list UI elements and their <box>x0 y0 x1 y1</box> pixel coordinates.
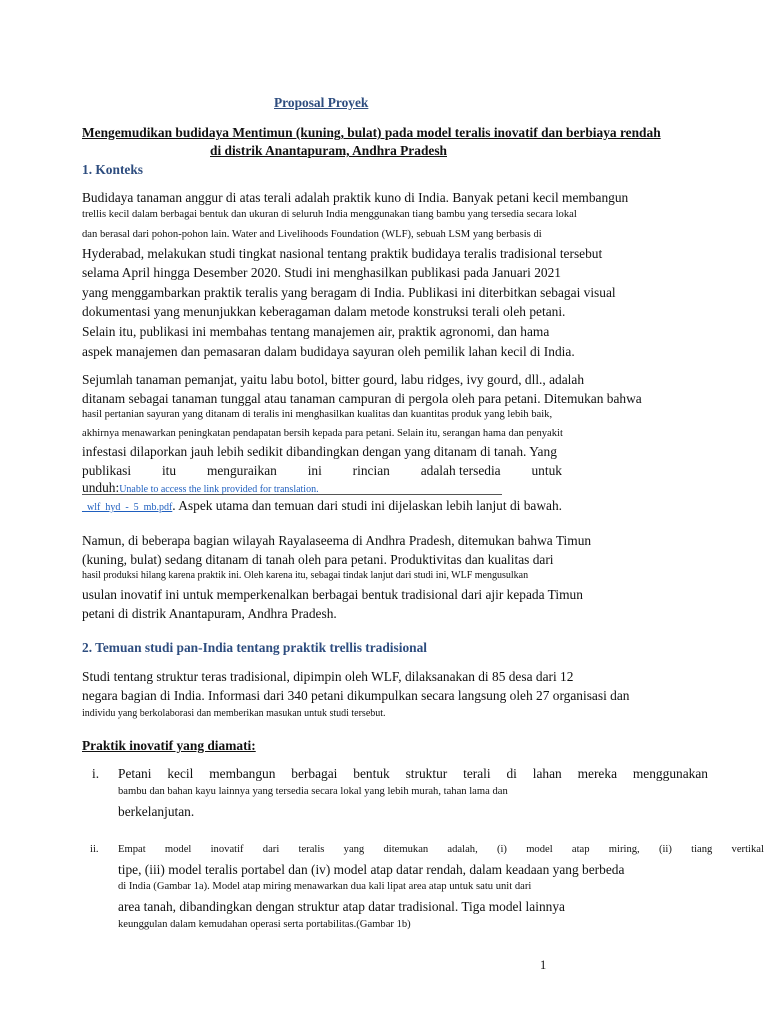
word: membangun <box>209 766 276 781</box>
paragraph-line: hasil produksi hilang karena praktik ini. Oleh karena itu, sebagai tindak lanjut dari studi ini, WLF mengusulkan <box>82 570 529 581</box>
list-item-line: di India (Gambar 1a). Model atap miring menawarkan dua kali lipat area atap untuk satu unit dari <box>118 881 532 892</box>
word: bentuk <box>353 766 390 781</box>
list-marker: i. <box>92 766 100 781</box>
word: (ii) <box>658 844 672 855</box>
paragraph-line: usulan inovatif ini untuk memperkenalkan berbagai bentuk tradisional dari ajir kepada Timun <box>82 587 583 602</box>
paragraph-line: yang menggambarkan praktik teralis yang beragam di India. Publikasi ini diterbitkan sebagai visual <box>82 285 616 300</box>
list-item-line: area tanah, dibandingkan dengan struktur atap datar tradisional. Tiga model lainnya <box>118 899 565 914</box>
paragraph-line: hasil pertanian sayuran yang ditanam di teralis ini menghasilkan kualitas dan kuantitas produk yang lebih baik, <box>82 409 553 420</box>
word: dari <box>262 844 280 855</box>
list-item-1-line-1 <box>118 766 708 781</box>
list-item-line: bambu dan bahan kayu lainnya yang tersedia secara lokal yang lebih murah, tahan lama dan <box>118 786 508 797</box>
word: adalah tersedia <box>420 463 501 478</box>
word: menguraikan <box>206 463 277 478</box>
paragraph-line: infestasi dilaporkan jauh lebih sedikit dibandingkan dengan yang ditanam di tanah. Yang <box>82 444 557 459</box>
word: model <box>164 844 192 855</box>
paragraph-line: individu yang berkolaborasi dan memberikan masukan untuk studi tersebut. <box>82 708 386 719</box>
word: ditemukan <box>383 844 429 855</box>
download-label: unduh: <box>82 480 120 495</box>
paragraph-line: akhirnya menawarkan peningkatan pendapatan bersih kepada para petani. Selain itu, serangan hama dan penyakit <box>82 428 563 439</box>
link-line <box>82 498 562 514</box>
paragraph-line: negara bagian di India. Informasi dari 340 petani dikumpulkan secara langsung oleh 27 organisasi dan <box>82 688 630 703</box>
word: model <box>526 844 553 855</box>
document-title-line-2: di distrik Anantapuram, Andhra Pradesh <box>210 143 447 158</box>
document-kind: Proposal Proyek <box>274 95 369 110</box>
paragraph-line: Sejumlah tanaman pemanjat, yaitu labu botol, bitter gourd, labu ridges, ivy gourd, dll., adalah <box>82 372 585 387</box>
pdf-link[interactable]: _wlf_hyd_-_5_mb.pdf <box>82 502 173 513</box>
word: struktur <box>405 766 448 781</box>
word: ini <box>307 463 322 478</box>
word: terali <box>463 766 491 781</box>
word: di <box>506 766 517 781</box>
list-marker: ii. <box>90 844 99 855</box>
paragraph-line: petani di distrik Anantapuram, Andhra Pradesh. <box>82 606 337 621</box>
paragraph-line: Studi tentang struktur teras tradisional, dipimpin oleh WLF, dilaksanakan di 85 desa dari 12 <box>82 669 574 684</box>
paragraph-tail: . Aspek utama dan temuan dari studi ini dijelaskan lebih lanjut di bawah. <box>172 498 563 513</box>
paragraph-line: Hyderabad, melakukan studi tingkat nasional tentang praktik budidaya teralis tradisional tersebut <box>82 246 603 261</box>
paragraph-line: ditanam sebagai tanaman tunggal atau tanaman campuran di pergola oleh para petani. Ditemukan bahwa <box>82 391 642 406</box>
word: kecil <box>167 766 194 781</box>
justified-line <box>82 463 562 478</box>
list-item-line: berkelanjutan. <box>118 804 195 819</box>
subheading-text: Praktik inovatif yang diamati: <box>82 738 256 753</box>
word: menggunakan <box>632 766 708 781</box>
subheading <box>82 738 256 753</box>
word: mereka <box>577 766 618 781</box>
word: itu <box>161 463 177 478</box>
word: rincian <box>352 463 390 478</box>
paragraph-line: selama April hingga Desember 2020. Studi ini menghasilkan publikasi pada Januari 2021 <box>82 265 561 280</box>
paragraph-line: trellis kecil dalam berbagai bentuk dan ukuran di seluruh India menggunakan tiang bambu yang tersedia secara lokal <box>82 209 577 220</box>
word: Petani <box>118 766 152 781</box>
word: miring, <box>608 844 640 855</box>
word: yang <box>343 844 365 855</box>
paragraph-line: Budidaya tanaman anggur di atas terali adalah praktik kuno di India. Banyak petani kecil membangun <box>82 190 629 205</box>
word: berbagai <box>291 766 338 781</box>
word: teralis <box>298 844 325 855</box>
word: untuk <box>531 463 562 478</box>
paragraph-line: aspek manajemen dan pemasaran dalam budidaya sayuran oleh pemilik lahan kecil di India. <box>82 344 575 359</box>
paragraph-line: (kuning, bulat) sedang ditanam di tanah oleh para petani. Produktivitas dan kualitas dari <box>82 552 554 567</box>
word: publikasi <box>82 463 132 478</box>
document-title-line-1: Mengemudikan budidaya Mentimun (kuning, bulat) pada model teralis inovatif dan berbiaya rendah <box>82 125 661 140</box>
paragraph-line: Selain itu, publikasi ini membahas tentang manajemen air, praktik agronomi, dan hama <box>82 324 550 339</box>
paragraph-line: dan berasal dari pohon-pohon lain. Water and Livelihoods Foundation (WLF), sebuah LSM yang berbasis di <box>82 229 542 240</box>
word: tiang <box>691 844 713 855</box>
word: inovatif <box>210 844 244 855</box>
section-1-heading: 1. Konteks <box>82 162 144 177</box>
word: atap <box>571 844 590 855</box>
section-2-heading: 2. Temuan studi pan-India tentang praktik trellis tradisional <box>82 640 428 655</box>
download-link-note[interactable]: Unable to access the link provided for translation. <box>119 484 319 495</box>
paragraph-line: dokumentasi yang menunjukkan keberagaman dalam metode konstruksi terali oleh petani. <box>82 304 566 319</box>
paragraph-line: Namun, di beberapa bagian wilayah Rayalaseema di Andhra Pradesh, ditemukan bahwa Timun <box>82 533 592 548</box>
word: lahan <box>532 766 562 781</box>
list-item-line: keunggulan dalam kemudahan operasi serta portabilitas.(Gambar 1b) <box>118 919 411 930</box>
list-item-2-line-1 <box>118 844 764 856</box>
word: (i) <box>496 844 507 855</box>
page-number: 1 <box>540 958 547 972</box>
word: vertikal <box>731 844 764 855</box>
list-item-line: tipe, (iii) model teralis portabel dan (iv) model atap datar rendah, dalam keadaan yang berbeda <box>118 862 625 877</box>
word: adalah, <box>447 844 478 855</box>
link-underline <box>82 494 502 495</box>
word: Empat <box>118 844 146 855</box>
